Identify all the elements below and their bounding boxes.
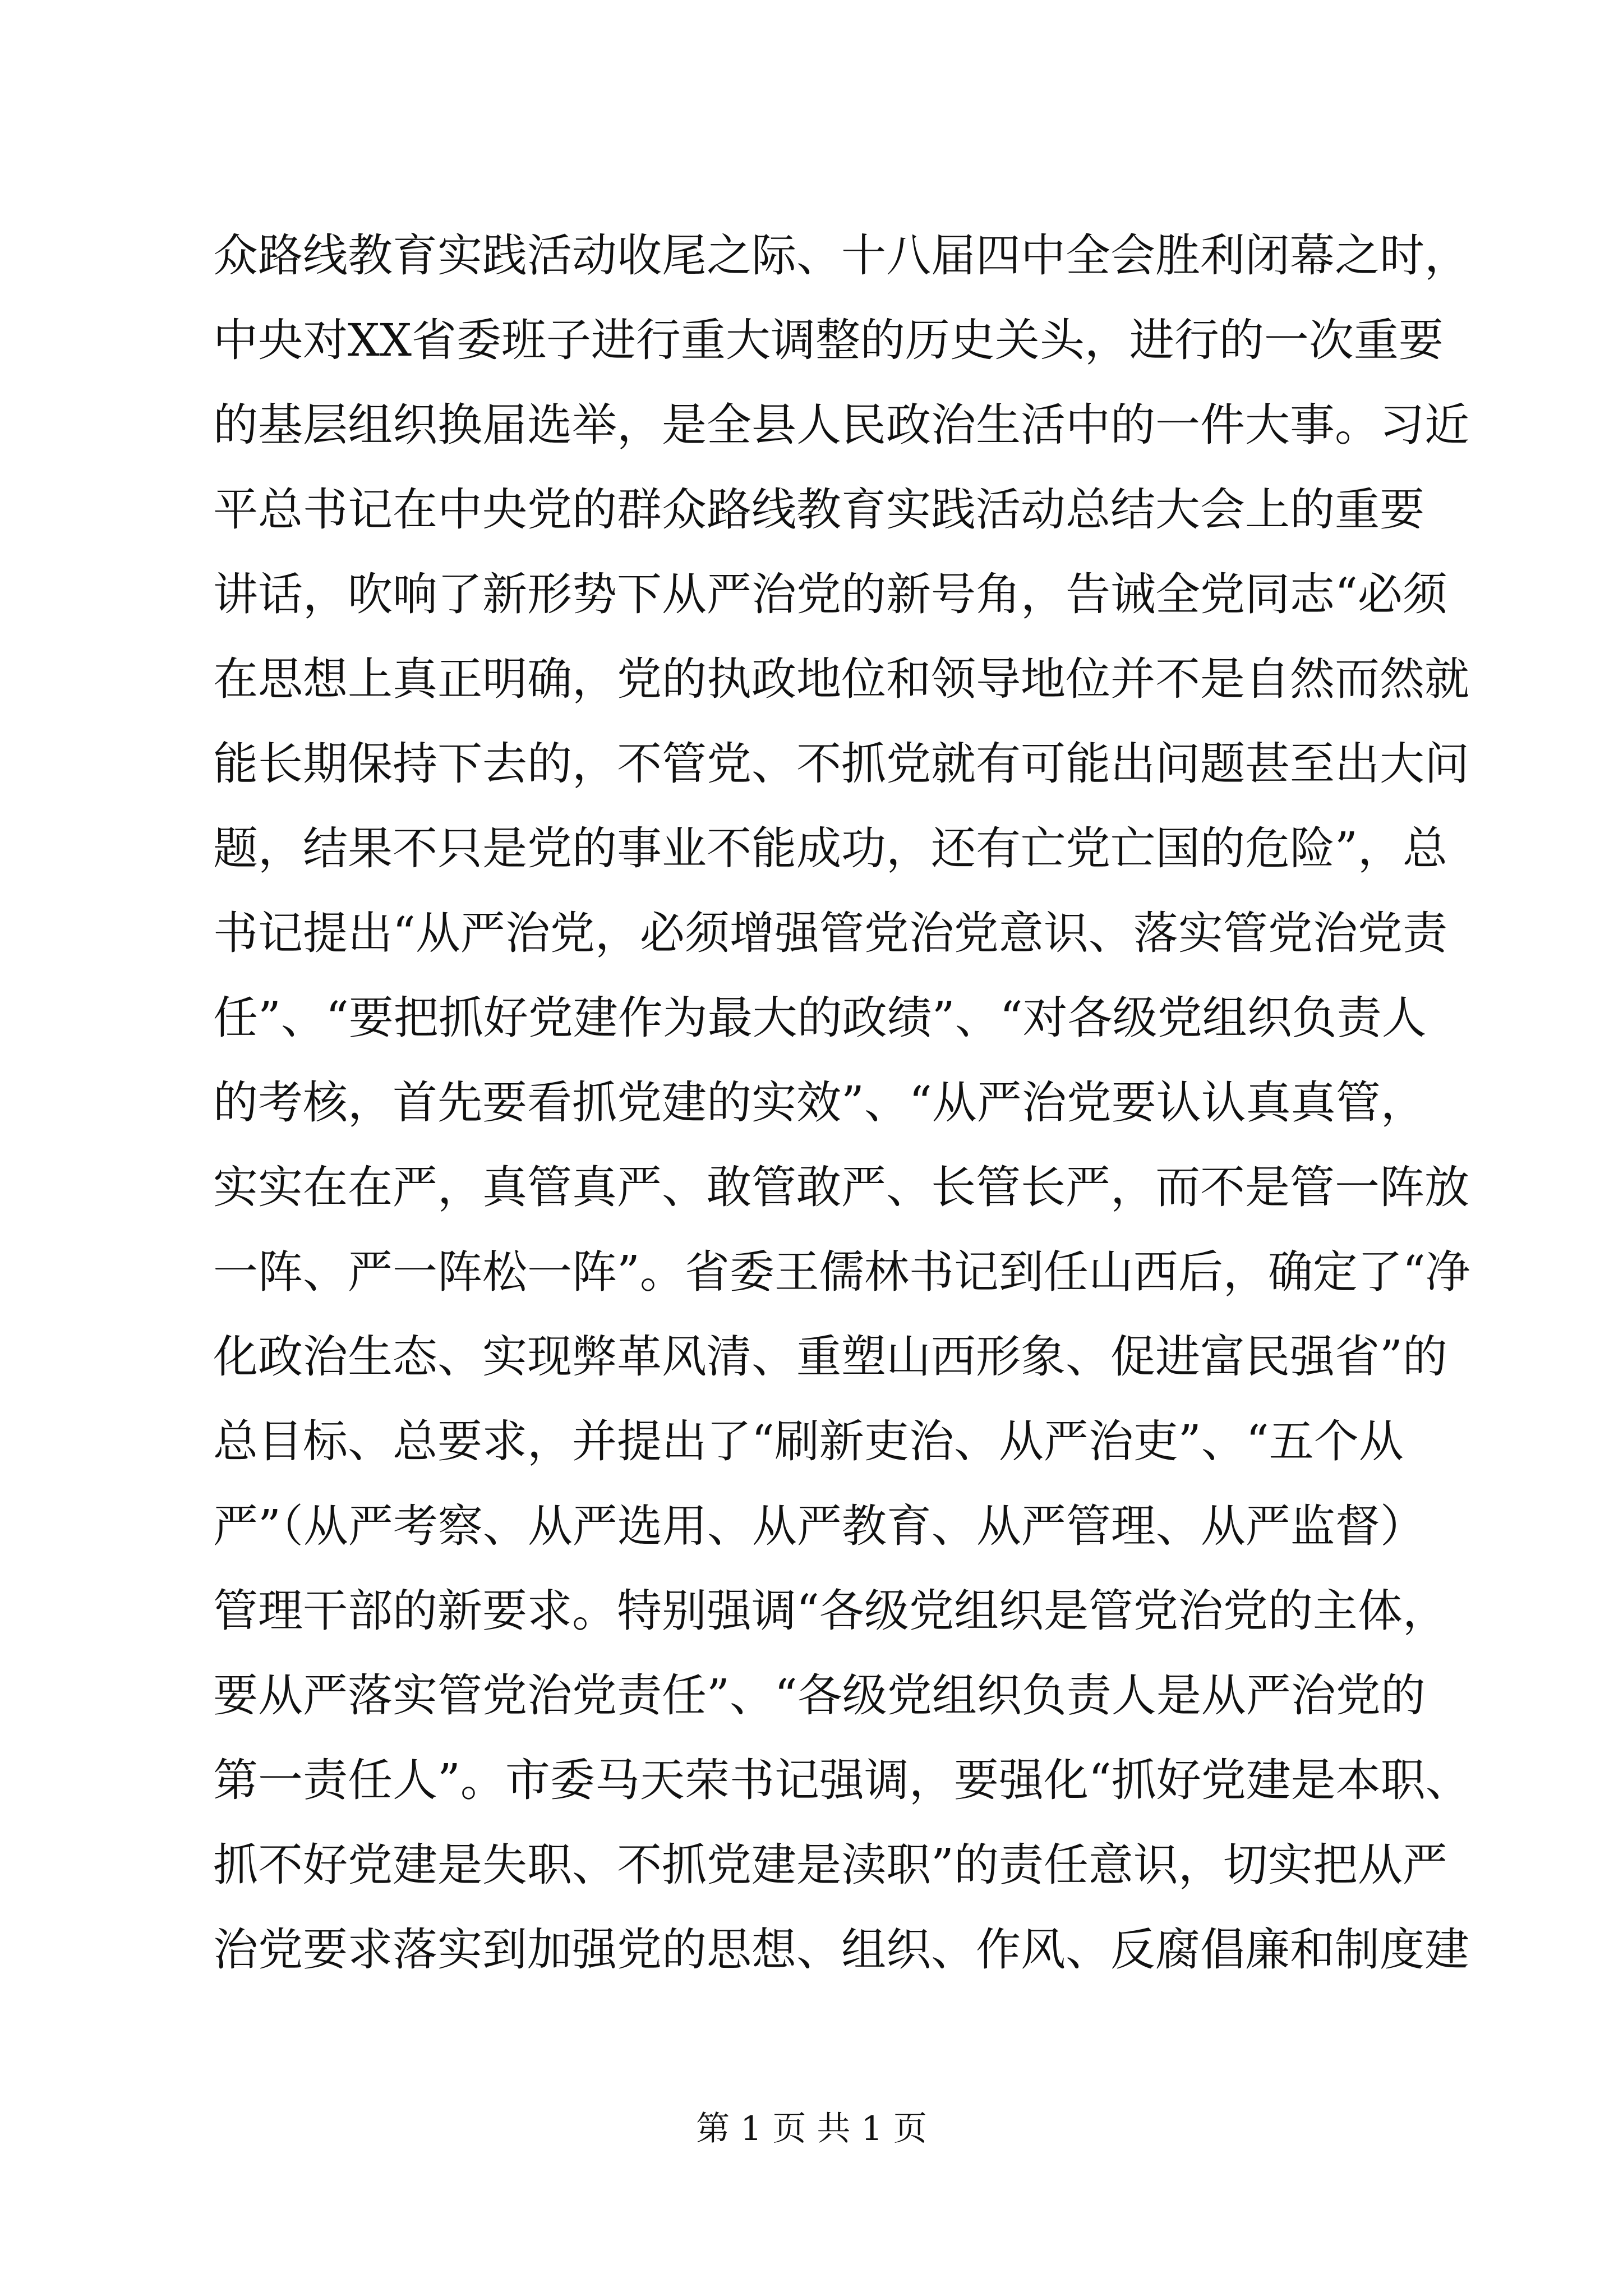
text-line: 的考核，首先要看抓党建的实效”、“从严治党要认认真真管， bbox=[213, 1076, 1426, 1129]
text-line: 在思想上真正明确，党的执政地位和领导地位并不是自然而然就 bbox=[213, 653, 1469, 705]
text-line: 的基层组织换届选举，是全县人民政治生活中的一件大事。习近 bbox=[213, 399, 1469, 451]
page-number-label: 第 1 页 共 1 页 bbox=[696, 2109, 927, 2148]
text-line: 管理干部的新要求。特别强调“各级党组织是管党治党的主体， bbox=[213, 1585, 1447, 1637]
text-line: 平总书记在中央党的群众路线教育实践活动总结大会上的重要 bbox=[213, 484, 1424, 536]
text-line: 中央对XX省委班子进行重大调整的历史关头，进行的一次重要 bbox=[213, 314, 1444, 366]
text-line: 要从严落实管党治党责任”、“各级党组织负责人是从严治党的 bbox=[213, 1669, 1426, 1722]
page-footer bbox=[0, 2106, 1623, 2151]
text-line: 书记提出“从严治党，必须增强管党治党意识、落实管党治党责 bbox=[213, 907, 1447, 959]
text-line: 第一责任人”。市委马天荣书记强调，要强化“抓好党建是本职、 bbox=[213, 1754, 1470, 1806]
text-line: 严”（从严考察、从严选用、从严教育、从严管理、从严监督） bbox=[213, 1500, 1425, 1552]
text-line: 众路线教育实践活动收尾之际、十八届四中全会胜利闭幕之时， bbox=[213, 229, 1469, 282]
text-line: 实实在在严，真管真严、敢管敢严、长管长严，而不是管一阵放 bbox=[213, 1161, 1469, 1213]
text-line: 化政治生态、实现弊革风清、重塑山西形象、促进富民强省”的 bbox=[213, 1331, 1447, 1383]
text-line: 能长期保持下去的，不管党、不抓党就有可能出问题甚至出大问 bbox=[213, 738, 1469, 790]
text-line: 讲话，吹响了新形势下从严治党的新号角，告诫全党同志“必须 bbox=[213, 568, 1447, 620]
text-line: 题，结果不只是党的事业不能成功，还有亡党亡国的危险”，总 bbox=[213, 822, 1447, 875]
body-text bbox=[213, 213, 1470, 1992]
text-line: 总目标、总要求，并提出了“刷新吏治、从严治吏”、“五个从 bbox=[213, 1415, 1404, 1467]
text-line: 一阵、严一阵松一阵”。省委王儒林书记到任山西后，确定了“净 bbox=[213, 1246, 1470, 1298]
text-line: 治党要求落实到加强党的思想、组织、作风、反腐倡廉和制度建 bbox=[213, 1924, 1469, 1976]
text-line: 任”、“要把抓好党建作为最大的政绩”、“对各级党组织负责人 bbox=[213, 992, 1427, 1044]
text-line: 抓不好党建是失职、不抓党建是渎职”的责任意识，切实把从严 bbox=[213, 1839, 1447, 1891]
